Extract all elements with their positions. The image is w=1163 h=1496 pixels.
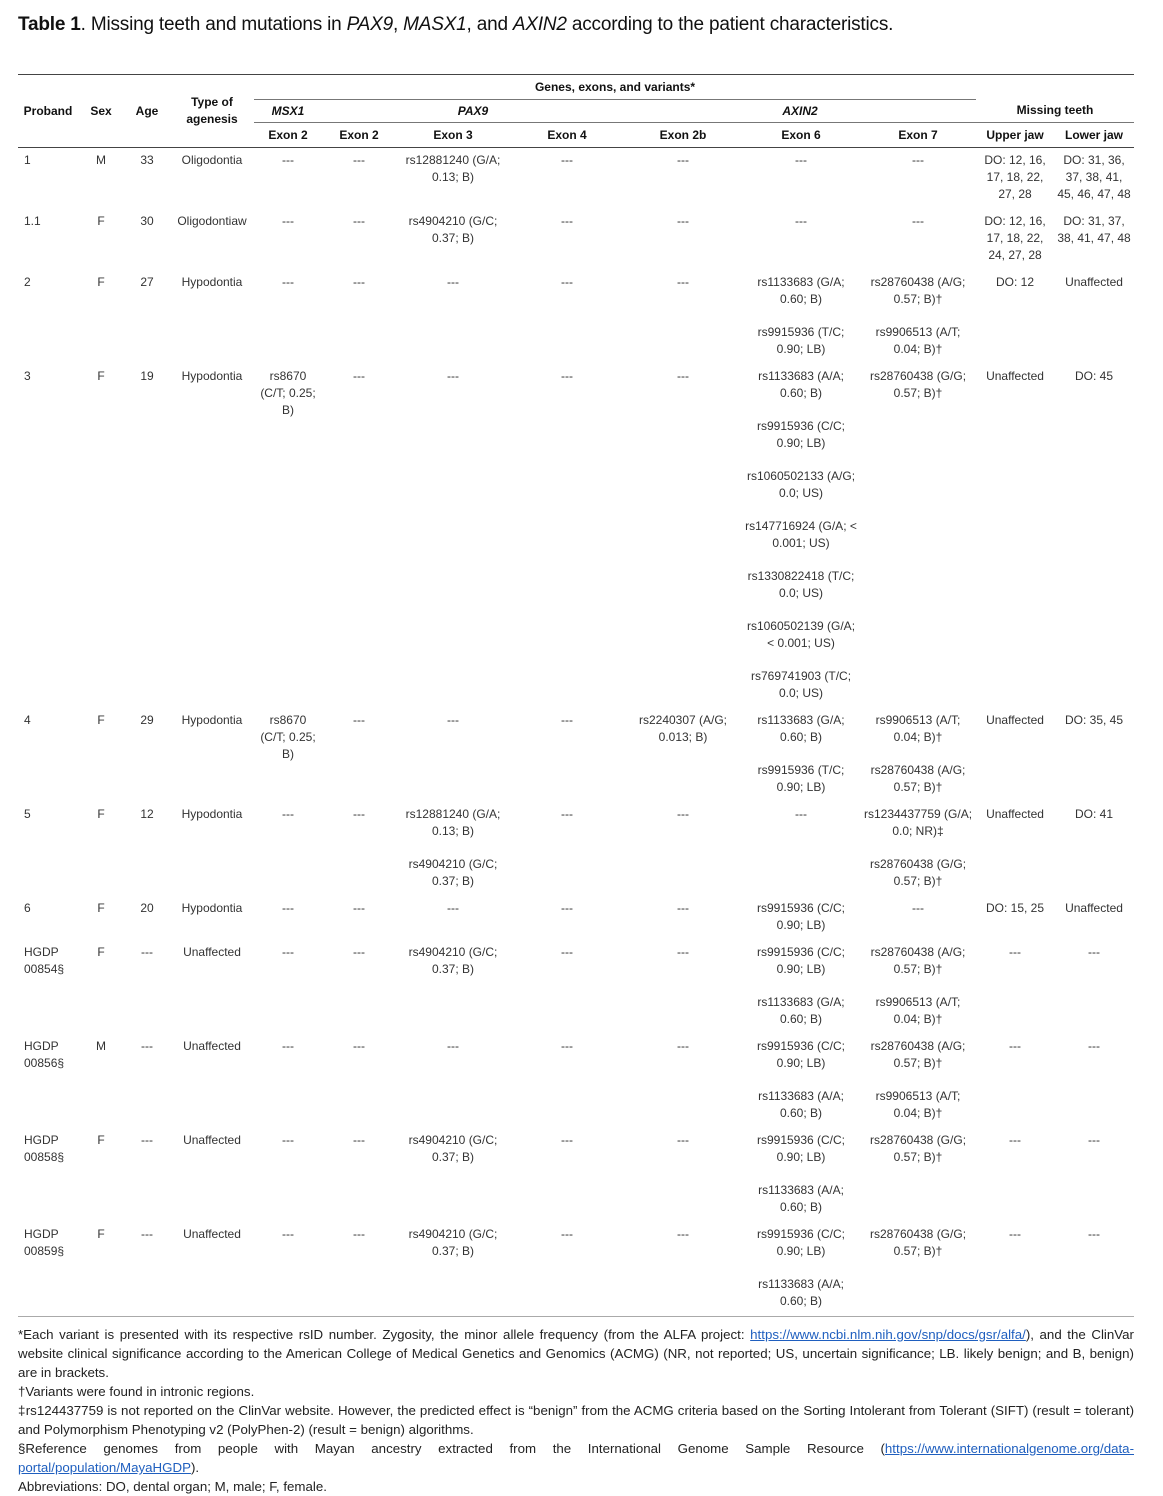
header-exon: Exon 2: [254, 123, 322, 148]
variant-entry: ---: [677, 153, 689, 167]
header-missing-blank: [976, 75, 1134, 100]
cell-msx1-e2: [254, 270, 322, 364]
variant-entry: ---: [795, 153, 807, 167]
cell-axin2-e6: [742, 364, 860, 708]
header-exon: Exon 2b: [624, 123, 742, 148]
cell-sex: F: [78, 1222, 124, 1317]
alfa-link[interactable]: https://www.ncbi.nlm.nih.gov/snp/docs/gsr/alfa/: [750, 1327, 1026, 1342]
variant-entry: ---: [282, 1133, 294, 1147]
variant-entry: rs28760438 (G/G; 0.57; B)†: [869, 1227, 967, 1258]
cell-pax9-e3: [396, 209, 510, 270]
cell-lower-jaw: DO: 45: [1075, 369, 1114, 383]
header-exon: Exon 2: [322, 123, 396, 148]
cell-pax9-e3: [396, 940, 510, 1034]
cell-pax9-e3: [396, 148, 510, 210]
table-row: [18, 896, 1134, 940]
caption-text-a: . Missing teeth and mutations in: [80, 14, 347, 35]
cell-upper-jaw: DO: 12: [996, 275, 1035, 289]
cell-upper-jaw: ---: [1009, 1039, 1022, 1053]
variant-entry: ---: [282, 1227, 294, 1241]
cell-type: Hypodontia: [181, 275, 243, 289]
variant-entry: ---: [677, 807, 689, 821]
cell-msx1-e2: [254, 940, 322, 1034]
cell-axin2-e2b: [624, 896, 742, 940]
cell-pax9-e3: [396, 1222, 510, 1317]
cell-sex: F: [97, 713, 105, 727]
header-gene-pax9: PAX9: [322, 100, 624, 123]
cell-axin2-e7: [860, 896, 976, 940]
variant-entry: rs9915936 (C/C; 0.90; LB): [756, 1227, 846, 1258]
variant-entry: rs9906513 (A/T; 0.04; B)†: [875, 995, 961, 1026]
cell-proband: 1: [24, 153, 31, 167]
cell-age: 30: [140, 214, 154, 228]
table-row: [18, 148, 1134, 210]
cell-age: ---: [141, 1133, 153, 1147]
cell-sex: F: [97, 807, 105, 821]
variant-entry: ---: [353, 945, 365, 959]
variant-entry: ---: [353, 1039, 365, 1053]
cell-lower-jaw: ---: [1088, 1039, 1101, 1053]
cell-proband: 4: [24, 713, 31, 727]
cell-lower-jaw: ---: [1054, 1222, 1134, 1317]
cell-pax9-e2: [322, 802, 396, 896]
cell-proband: HGDP 00858§: [24, 1133, 65, 1164]
footnote-clinvar: ‡rs124437759 is not reported on the ClinVar website. However, the predicted effect is “benign” from the ACMG criteria based on the Sorting Intolerant from Tolerant (SIFT) (result = tolerant) and Polymorphism Phenotyping v2 (PolyPhen-2) (result = benign) algorithms.: [18, 1403, 1134, 1437]
cell-pax9-e2: [322, 940, 396, 1034]
cell-age: ---: [141, 945, 153, 959]
variant-entry: rs2240307 (A/G; 0.013; B): [638, 713, 728, 744]
cell-age: 19: [140, 369, 154, 383]
variant-entry: rs8670 (C/T; 0.25; B): [260, 713, 316, 761]
cell-lower-jaw: DO: 41: [1075, 807, 1114, 821]
variant-entry: ---: [561, 214, 573, 228]
cell-upper-jaw: Unaffected: [986, 713, 1044, 727]
variant-entry: ---: [561, 807, 573, 821]
cell-type: Hypodontia: [181, 901, 243, 915]
cell-type: Unaffected: [170, 1222, 254, 1317]
caption-text-b: according to the patient characteristics.: [566, 14, 894, 35]
cell-axin2-e7: [860, 148, 976, 210]
cell-type: Hypodontia: [181, 369, 243, 383]
cell-axin2-e2b: [624, 1222, 742, 1317]
variant-entry: rs1133683 (A/A; 0.60; B): [758, 369, 844, 400]
variant-entry: ---: [447, 901, 459, 915]
cell-pax9-e2: [322, 708, 396, 802]
cell-axin2-e2b: [624, 1128, 742, 1222]
cell-upper-jaw: ---: [976, 1222, 1054, 1317]
cell-upper-jaw: Unaffected: [986, 807, 1044, 821]
cell-sex: F: [97, 275, 105, 289]
table-row: [18, 1128, 1134, 1222]
variant-entry: ---: [561, 275, 573, 289]
variant-entry: ---: [677, 214, 689, 228]
cell-pax9-e3: [396, 708, 510, 802]
variant-entry: rs28760438 (A/G; 0.57; B)†: [870, 1039, 966, 1070]
variant-entry: rs12881240 (G/A; 0.13; B): [405, 807, 501, 838]
cell-axin2-e2b: [624, 148, 742, 210]
variant-entry: ---: [353, 807, 365, 821]
cell-axin2-e6: [742, 802, 860, 896]
table-caption: [18, 12, 1134, 38]
variant-entry: rs1133683 (A/A; 0.60; B): [758, 1183, 844, 1214]
cell-sex: F: [97, 945, 105, 959]
header-lower-jaw: Lower jaw: [1054, 123, 1134, 148]
caption-gene-1: PAX9: [346, 14, 393, 35]
cell-pax9-e2: [322, 1222, 396, 1317]
cell-age: ---: [124, 1222, 170, 1317]
variant-entry: rs1060502133 (A/G; 0.0; US): [746, 469, 856, 500]
cell-pax9-e4: [510, 896, 624, 940]
variant-entry: rs8670 (C/T; 0.25; B): [260, 369, 316, 417]
variant-entry: rs1133683 (G/A; 0.60; B): [757, 713, 845, 744]
variant-entry: ---: [561, 153, 573, 167]
header-missing-group: Missing teeth: [976, 100, 1134, 123]
header-age: Age: [124, 75, 170, 148]
variant-entry: rs1133683 (A/A; 0.60; B): [758, 1089, 844, 1120]
cell-pax9-e4: [510, 364, 624, 708]
table-row: [18, 364, 1134, 708]
variant-entry: ---: [353, 1133, 365, 1147]
cell-msx1-e2: [254, 1128, 322, 1222]
footnote-text: §Reference genomes from people with Mayan ancestry extracted from the International Genome Sample Resource (: [18, 1441, 885, 1456]
variant-entry: ---: [677, 1133, 689, 1147]
variant-entry: rs4904210 (G/C; 0.37; B): [408, 1133, 498, 1164]
variant-entry: rs9915936 (C/C; 0.90; LB): [756, 901, 846, 932]
cell-axin2-e6: [742, 1034, 860, 1128]
cell-lower-jaw: DO: 35, 45: [1065, 713, 1124, 727]
variant-entry: rs1133683 (G/A; 0.60; B): [757, 995, 845, 1026]
cell-pax9-e4: [510, 708, 624, 802]
header-exon: Exon 7: [860, 123, 976, 148]
header-exon: Exon 4: [510, 123, 624, 148]
cell-pax9-e2: [322, 270, 396, 364]
variant-entry: ---: [677, 901, 689, 915]
variant-entry: ---: [677, 275, 689, 289]
variant-entry: ---: [561, 713, 573, 727]
cell-proband: 1.1: [24, 214, 41, 228]
cell-upper-jaw: Unaffected: [986, 369, 1044, 383]
variant-entry: ---: [561, 945, 573, 959]
cell-axin2-e2b: [624, 209, 742, 270]
variant-entry: rs1133683 (G/A; 0.60; B): [757, 275, 845, 306]
cell-axin2-e2b: [624, 802, 742, 896]
cell-type: Hypodontia: [181, 807, 243, 821]
variant-entry: ---: [282, 1039, 294, 1053]
caption-gene-2: MASX1: [403, 14, 467, 35]
variant-entry: rs28760438 (G/G; 0.57; B)†: [869, 1133, 967, 1164]
variant-entry: rs9915936 (T/C; 0.90; LB): [757, 325, 845, 356]
variant-entry: ---: [561, 1039, 573, 1053]
header-proband: Proband: [18, 75, 78, 148]
variant-entry: rs28760438 (A/G; 0.57; B)†: [870, 763, 966, 794]
cell-msx1-e2: [254, 1034, 322, 1128]
cell-age: 20: [140, 901, 154, 915]
cell-lower-jaw: DO: 31, 37, 38, 41, 47, 48: [1057, 214, 1131, 245]
cell-pax9-e4: [510, 148, 624, 210]
variant-entry: rs769741903 (T/C; 0.0; US): [750, 669, 852, 700]
variant-entry: rs28760438 (A/G; 0.57; B)†: [870, 945, 966, 976]
cell-proband: HGDP 00859§: [18, 1222, 78, 1317]
variant-entry: ---: [353, 369, 365, 383]
variant-entry: rs28760438 (G/G; 0.57; B)†: [869, 857, 967, 888]
variant-entry: rs4904210 (G/C; 0.37; B): [408, 1227, 498, 1258]
cell-msx1-e2: [254, 148, 322, 210]
variant-entry: rs9915936 (T/C; 0.90; LB): [757, 763, 845, 794]
variant-entry: ---: [912, 153, 924, 167]
cell-pax9-e3: [396, 802, 510, 896]
header-exon: Exon 6: [742, 123, 860, 148]
cell-pax9-e3: [396, 1128, 510, 1222]
variant-entry: ---: [912, 214, 924, 228]
cell-axin2-e2b: [624, 364, 742, 708]
variant-entry: rs28760438 (G/G; 0.57; B)†: [869, 369, 967, 400]
table-row: [18, 209, 1134, 270]
variant-entry: ---: [282, 807, 294, 821]
cell-lower-jaw: ---: [1088, 945, 1101, 959]
variant-entry: rs12881240 (G/A; 0.13; B): [405, 153, 501, 184]
cell-axin2-e2b: [624, 940, 742, 1034]
variant-entry: rs4904210 (G/C; 0.37; B): [408, 214, 498, 245]
cell-axin2-e6: [742, 148, 860, 210]
cell-axin2-e7: [860, 209, 976, 270]
cell-pax9-e4: [510, 1222, 624, 1317]
variant-entry: ---: [677, 1039, 689, 1053]
cell-axin2-e6: [742, 1222, 860, 1317]
cell-pax9-e2: [322, 148, 396, 210]
variant-entry: ---: [795, 807, 807, 821]
cell-axin2-e7: [860, 1034, 976, 1128]
table-header: [18, 75, 1134, 148]
variant-entry: ---: [282, 153, 294, 167]
cell-pax9-e2: [322, 896, 396, 940]
cell-axin2-e7: [860, 1222, 976, 1317]
cell-axin2-e7: [860, 802, 976, 896]
cell-lower-jaw: Unaffected: [1065, 901, 1123, 915]
variant-entry: rs9915936 (C/C; 0.90; LB): [756, 1133, 846, 1164]
cell-pax9-e3: [396, 1034, 510, 1128]
cell-pax9-e4: [510, 940, 624, 1034]
variant-entry: ---: [447, 369, 459, 383]
cell-upper-jaw: ---: [1009, 945, 1022, 959]
variant-entry: ---: [677, 369, 689, 383]
cell-upper-jaw: DO: 15, 25: [986, 901, 1045, 915]
cell-msx1-e2: [254, 896, 322, 940]
variant-entry: ---: [447, 713, 459, 727]
cell-type: Hypodontia: [181, 713, 243, 727]
cell-type: Unaffected: [183, 945, 241, 959]
variant-entry: ---: [677, 945, 689, 959]
variant-entry: rs9915936 (C/C; 0.90; LB): [756, 1039, 846, 1070]
variant-entry: ---: [561, 369, 573, 383]
variant-entry: rs147716924 (G/A; < 0.001; US): [745, 519, 857, 550]
variant-entry: ---: [795, 214, 807, 228]
cell-pax9-e2: [322, 1128, 396, 1222]
variant-entry: ---: [447, 275, 459, 289]
table-row: [18, 270, 1134, 364]
cell-lower-jaw: ---: [1088, 1133, 1101, 1147]
cell-pax9-e3: [396, 270, 510, 364]
header-gene-msx1: MSX1: [254, 100, 322, 123]
variant-entry: rs9906513 (A/T; 0.04; B)†: [875, 713, 961, 744]
cell-upper-jaw: DO: 12, 16, 17, 18, 22, 24, 27, 28: [984, 214, 1046, 262]
cell-proband: HGDP 00854§: [24, 945, 65, 976]
cell-msx1-e2: [254, 209, 322, 270]
page: [18, 12, 1134, 1496]
cell-msx1-e2: [254, 1222, 322, 1317]
cell-msx1-e2: [254, 364, 322, 708]
cell-pax9-e4: [510, 270, 624, 364]
footnote-reference: [18, 1439, 1134, 1477]
cell-axin2-e6: [742, 270, 860, 364]
variant-entry: ---: [353, 901, 365, 915]
cell-pax9-e2: [322, 364, 396, 708]
cell-sex: F: [97, 369, 105, 383]
cell-age: 12: [140, 807, 154, 821]
igsr-link[interactable]: https://www.internationalgenome.org/data-portal/population/MayaHGDP: [18, 1441, 1134, 1475]
variant-entry: ---: [353, 214, 365, 228]
header-exon: Exon 3: [396, 123, 510, 148]
cell-pax9-e4: [510, 209, 624, 270]
footnote-abbreviations: Abbreviations: DO, dental organ; M, male; F, female.: [18, 1479, 327, 1494]
cell-sex: M: [96, 1039, 106, 1053]
cell-sex: F: [97, 901, 105, 915]
table-footnotes: [18, 1325, 1134, 1496]
cell-age: 33: [140, 153, 154, 167]
variant-entry: ---: [282, 214, 294, 228]
cell-proband: 5: [24, 807, 31, 821]
variant-entry: rs9915936 (C/C; 0.90; LB): [756, 419, 846, 450]
variant-entry: ---: [561, 1133, 573, 1147]
cell-proband: 3: [24, 369, 31, 383]
cell-type: Oligodontiaw: [177, 214, 247, 228]
cell-axin2-e7: [860, 364, 976, 708]
cell-axin2-e7: [860, 1128, 976, 1222]
cell-axin2-e2b: [624, 1034, 742, 1128]
cell-upper-jaw: DO: 12, 16, 17, 18, 22, 27, 28: [984, 153, 1046, 201]
cell-pax9-e3: [396, 896, 510, 940]
variant-entry: ---: [282, 945, 294, 959]
footnote-text: *Each variant is presented with its respective rsID number. Zygosity, the minor allele frequency (from the ALFA project:: [18, 1327, 751, 1342]
table-row: [18, 1034, 1134, 1128]
cell-axin2-e6: [742, 940, 860, 1034]
header-gene-axin2: AXIN2: [624, 100, 976, 123]
cell-axin2-e2b: [624, 708, 742, 802]
header-sex: Sex: [78, 75, 124, 148]
cell-axin2-e7: [860, 708, 976, 802]
caption-label: Table 1: [18, 14, 81, 35]
variant-entry: rs9906513 (A/T; 0.04; B)†: [875, 1089, 961, 1120]
cell-msx1-e2: [254, 708, 322, 802]
table-row: [18, 1222, 1134, 1317]
header-type: Type of agenesis: [170, 75, 254, 148]
header-upper-jaw: Upper jaw: [976, 123, 1054, 148]
variant-entry: rs4904210 (G/C; 0.37; B): [408, 857, 498, 888]
cell-pax9-e4: [510, 1034, 624, 1128]
cell-upper-jaw: ---: [1009, 1133, 1022, 1147]
variant-entry: ---: [353, 1227, 365, 1241]
variant-entry: ---: [561, 1227, 573, 1241]
cell-axin2-e6: [742, 896, 860, 940]
variant-entry: rs28760438 (A/G; 0.57; B)†: [870, 275, 966, 306]
results-table: [18, 74, 1134, 1317]
variant-entry: rs9906513 (A/T; 0.04; B)†: [875, 325, 961, 356]
cell-type: Oligodontia: [181, 153, 243, 167]
table-row: [18, 940, 1134, 1034]
cell-age: 27: [140, 275, 154, 289]
table-body: [18, 148, 1134, 1317]
footnote-variants: [18, 1325, 1134, 1382]
variant-entry: ---: [282, 901, 294, 915]
variant-entry: ---: [353, 153, 365, 167]
footnote-intronic: †Variants were found in intronic regions.: [18, 1384, 255, 1399]
cell-sex: M: [96, 153, 106, 167]
cell-type: Unaffected: [183, 1133, 241, 1147]
cell-axin2-e2b: [624, 270, 742, 364]
variant-entry: ---: [353, 275, 365, 289]
cell-proband: HGDP 00856§: [24, 1039, 65, 1070]
variant-entry: ---: [912, 901, 924, 915]
cell-pax9-e4: [510, 802, 624, 896]
variant-entry: rs1133683 (A/A; 0.60; B): [758, 1277, 844, 1308]
caption-gene-3: AXIN2: [512, 14, 567, 35]
cell-pax9-e4: [510, 1128, 624, 1222]
variant-entry: ---: [353, 713, 365, 727]
variant-entry: ---: [447, 1039, 459, 1053]
variant-entry: ---: [677, 1227, 689, 1241]
footnote-text: ).: [190, 1460, 200, 1475]
variant-entry: rs1330822418 (T/C; 0.0; US): [747, 569, 855, 600]
variant-entry: rs4904210 (G/C; 0.37; B): [408, 945, 498, 976]
cell-axin2-e6: [742, 1128, 860, 1222]
cell-type: Unaffected: [183, 1039, 241, 1053]
cell-axin2-e6: [742, 209, 860, 270]
cell-sex: F: [97, 1133, 105, 1147]
cell-axin2-e7: [860, 940, 976, 1034]
caption-sep-1: ,: [392, 14, 404, 35]
cell-lower-jaw: Unaffected: [1065, 275, 1123, 289]
cell-proband: 2: [24, 275, 31, 289]
cell-sex: F: [97, 214, 105, 228]
variant-entry: ---: [282, 275, 294, 289]
cell-pax9-e3: [396, 364, 510, 708]
variant-entry: rs1234437759 (G/A; 0.0; NR)‡: [863, 807, 973, 838]
caption-sep-2: , and: [466, 14, 513, 35]
cell-axin2-e7: [860, 270, 976, 364]
footnote-text: ), and the ClinVar website clinical significance according to the American College of Medical Genetics and Genomics (ACMG) (NR, not reported; US, uncertain significance; LB. likely benign; and B, benign) are in brackets.: [18, 1327, 1134, 1380]
cell-msx1-e2: [254, 802, 322, 896]
cell-axin2-e6: [742, 708, 860, 802]
variant-entry: ---: [561, 901, 573, 915]
header-genes-group: Genes, exons, and variants*: [254, 75, 976, 100]
cell-pax9-e2: [322, 209, 396, 270]
cell-age: ---: [141, 1039, 153, 1053]
variant-entry: rs9915936 (C/C; 0.90; LB): [756, 945, 846, 976]
cell-pax9-e2: [322, 1034, 396, 1128]
variant-entry: rs1060502139 (G/A; < 0.001; US): [746, 619, 856, 650]
cell-age: 29: [140, 713, 154, 727]
table-row: [18, 802, 1134, 896]
cell-proband: 6: [24, 901, 31, 915]
cell-lower-jaw: DO: 31, 36, 37, 38, 41, 45, 46, 47, 48: [1057, 153, 1131, 201]
table-row: [18, 708, 1134, 802]
